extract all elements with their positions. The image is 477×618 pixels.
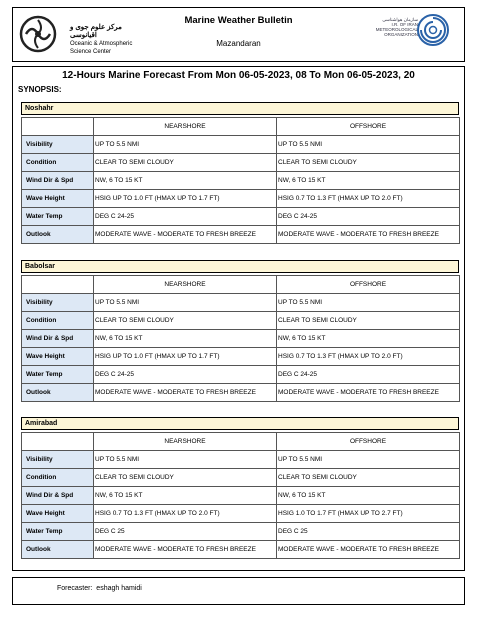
irimo-name-en-3: ORGANIZATION <box>384 32 418 37</box>
row-label: Wave Height <box>22 348 94 366</box>
forecast-panel <box>12 66 465 571</box>
table-row <box>22 384 460 402</box>
row-label: Wind Dir & Spd <box>22 330 94 348</box>
table-header-row <box>22 276 460 294</box>
forecaster-name: eshagh hamidi <box>96 585 142 592</box>
synopsis-label: SYNOPSIS: <box>18 85 62 94</box>
offshore-value: MODERATE WAVE - MODERATE TO FRESH BREEZE <box>277 541 460 559</box>
table-row <box>22 190 460 208</box>
bulletin-header <box>12 7 465 62</box>
table-row <box>22 208 460 226</box>
table-row <box>22 505 460 523</box>
nearshore-value: HSIG 0.7 TO 1.3 FT (HMAX UP TO 2.0 FT) <box>94 505 277 523</box>
offshore-value: UP TO 5.5 NMI <box>277 451 460 469</box>
forecast-period-title: 12-Hours Marine Forecast From Mon 06-05-2023, 08 To Mon 06-05-2023, 20 <box>62 70 415 81</box>
nearshore-value: UP TO 5.5 NMI <box>94 294 277 312</box>
irimo-name-en-2: METEOROLOGICAL <box>375 27 418 32</box>
offshore-value: CLEAR TO SEMI CLOUDY <box>277 312 460 330</box>
nearshore-value: DEG C 24-25 <box>94 208 277 226</box>
nearshore-value: MODERATE WAVE - MODERATE TO FRESH BREEZE <box>94 541 277 559</box>
nearshore-value: NW, 6 TO 15 KT <box>94 487 277 505</box>
table-header-row <box>22 433 460 451</box>
table-row <box>22 312 460 330</box>
nearshore-value: MODERATE WAVE - MODERATE TO FRESH BREEZE <box>94 226 277 244</box>
oasc-name-en-1: Oceanic & Atmospheric <box>70 41 133 47</box>
forecaster-label: Forecaster: <box>57 585 93 592</box>
offshore-value: HSIG 0.7 TO 1.3 FT (HMAX UP TO 2.0 FT) <box>277 348 460 366</box>
row-label: Visibility <box>22 451 94 469</box>
offshore-value: MODERATE WAVE - MODERATE TO FRESH BREEZE <box>277 226 460 244</box>
row-label: Water Temp <box>22 523 94 541</box>
offshore-value: UP TO 5.5 NMI <box>277 136 460 154</box>
offshore-value: HSIG 1.0 TO 1.7 FT (HMAX UP TO 2.7 FT) <box>277 505 460 523</box>
row-label: Condition <box>22 469 94 487</box>
table-row <box>22 487 460 505</box>
forecast-table <box>21 432 460 559</box>
table-row <box>22 154 460 172</box>
offshore-value: MODERATE WAVE - MODERATE TO FRESH BREEZE <box>277 384 460 402</box>
offshore-value: UP TO 5.5 NMI <box>277 294 460 312</box>
header-corner-cell <box>22 276 94 294</box>
nearshore-value: DEG C 25 <box>94 523 277 541</box>
row-label: Wave Height <box>22 190 94 208</box>
nearshore-header: NEARSHORE <box>94 433 277 451</box>
row-label: Outlook <box>22 384 94 402</box>
irimo-logo <box>374 11 452 59</box>
bulletin-footer <box>12 577 465 605</box>
row-label: Wind Dir & Spd <box>22 172 94 190</box>
header-corner-cell <box>22 118 94 136</box>
forecaster <box>57 585 142 592</box>
station-name: Babolsar <box>21 260 459 273</box>
offshore-value: NW, 6 TO 15 KT <box>277 330 460 348</box>
row-label: Condition <box>22 154 94 172</box>
table-row <box>22 136 460 154</box>
nearshore-value: CLEAR TO SEMI CLOUDY <box>94 469 277 487</box>
offshore-header: OFFSHORE <box>277 118 460 136</box>
table-row <box>22 294 460 312</box>
row-label: Wind Dir & Spd <box>22 487 94 505</box>
table-header-row <box>22 118 460 136</box>
offshore-header: OFFSHORE <box>277 433 460 451</box>
table-row <box>22 541 460 559</box>
row-label: Water Temp <box>22 366 94 384</box>
table-row <box>22 172 460 190</box>
offshore-value: NW, 6 TO 15 KT <box>277 172 460 190</box>
nearshore-value: HSIG UP TO 1.0 FT (HMAX UP TO 1.7 FT) <box>94 348 277 366</box>
oasc-name-en-2: Science Center <box>70 49 112 55</box>
row-label: Condition <box>22 312 94 330</box>
offshore-value: HSIG 0.7 TO 1.3 FT (HMAX UP TO 2.0 FT) <box>277 190 460 208</box>
bulletin-region: Mazandaran <box>216 39 261 48</box>
nearshore-header: NEARSHORE <box>94 118 277 136</box>
oasc-name-fa: مرکز علوم جوی و اقیانوسی <box>70 24 122 39</box>
header-corner-cell <box>22 433 94 451</box>
row-label: Water Temp <box>22 208 94 226</box>
nearshore-value: CLEAR TO SEMI CLOUDY <box>94 154 277 172</box>
row-label: Wave Height <box>22 505 94 523</box>
table-row <box>22 469 460 487</box>
row-label: Visibility <box>22 136 94 154</box>
table-row <box>22 451 460 469</box>
nearshore-value: NW, 6 TO 15 KT <box>94 330 277 348</box>
irimo-name-en-1: I.R. OF IRAN <box>391 22 418 27</box>
row-label: Outlook <box>22 541 94 559</box>
nearshore-value: DEG C 24-25 <box>94 366 277 384</box>
offshore-value: DEG C 25 <box>277 523 460 541</box>
offshore-value: DEG C 24-25 <box>277 208 460 226</box>
nearshore-value: MODERATE WAVE - MODERATE TO FRESH BREEZE <box>94 384 277 402</box>
table-row <box>22 226 460 244</box>
nearshore-header: NEARSHORE <box>94 276 277 294</box>
table-row <box>22 366 460 384</box>
nearshore-value: UP TO 5.5 NMI <box>94 451 277 469</box>
offshore-value: NW, 6 TO 15 KT <box>277 487 460 505</box>
irimo-name-fa: سازمان هواشناسی <box>382 17 418 22</box>
offshore-value: DEG C 24-25 <box>277 366 460 384</box>
station-name: Noshahr <box>21 102 459 115</box>
nearshore-value: CLEAR TO SEMI CLOUDY <box>94 312 277 330</box>
row-label: Outlook <box>22 226 94 244</box>
offshore-value: CLEAR TO SEMI CLOUDY <box>277 469 460 487</box>
table-row <box>22 523 460 541</box>
nearshore-value: NW, 6 TO 15 KT <box>94 172 277 190</box>
irimo-emblem-icon <box>416 13 450 47</box>
station-name: Amirabad <box>21 417 459 430</box>
bulletin-title: Marine Weather Bulletin <box>184 15 293 26</box>
forecast-table <box>21 117 460 244</box>
offshore-value: CLEAR TO SEMI CLOUDY <box>277 154 460 172</box>
forecast-table <box>21 275 460 402</box>
table-row <box>22 348 460 366</box>
nearshore-value: UP TO 5.5 NMI <box>94 136 277 154</box>
offshore-header: OFFSHORE <box>277 276 460 294</box>
nearshore-value: HSIG UP TO 1.0 FT (HMAX UP TO 1.7 FT) <box>94 190 277 208</box>
table-row <box>22 330 460 348</box>
row-label: Visibility <box>22 294 94 312</box>
